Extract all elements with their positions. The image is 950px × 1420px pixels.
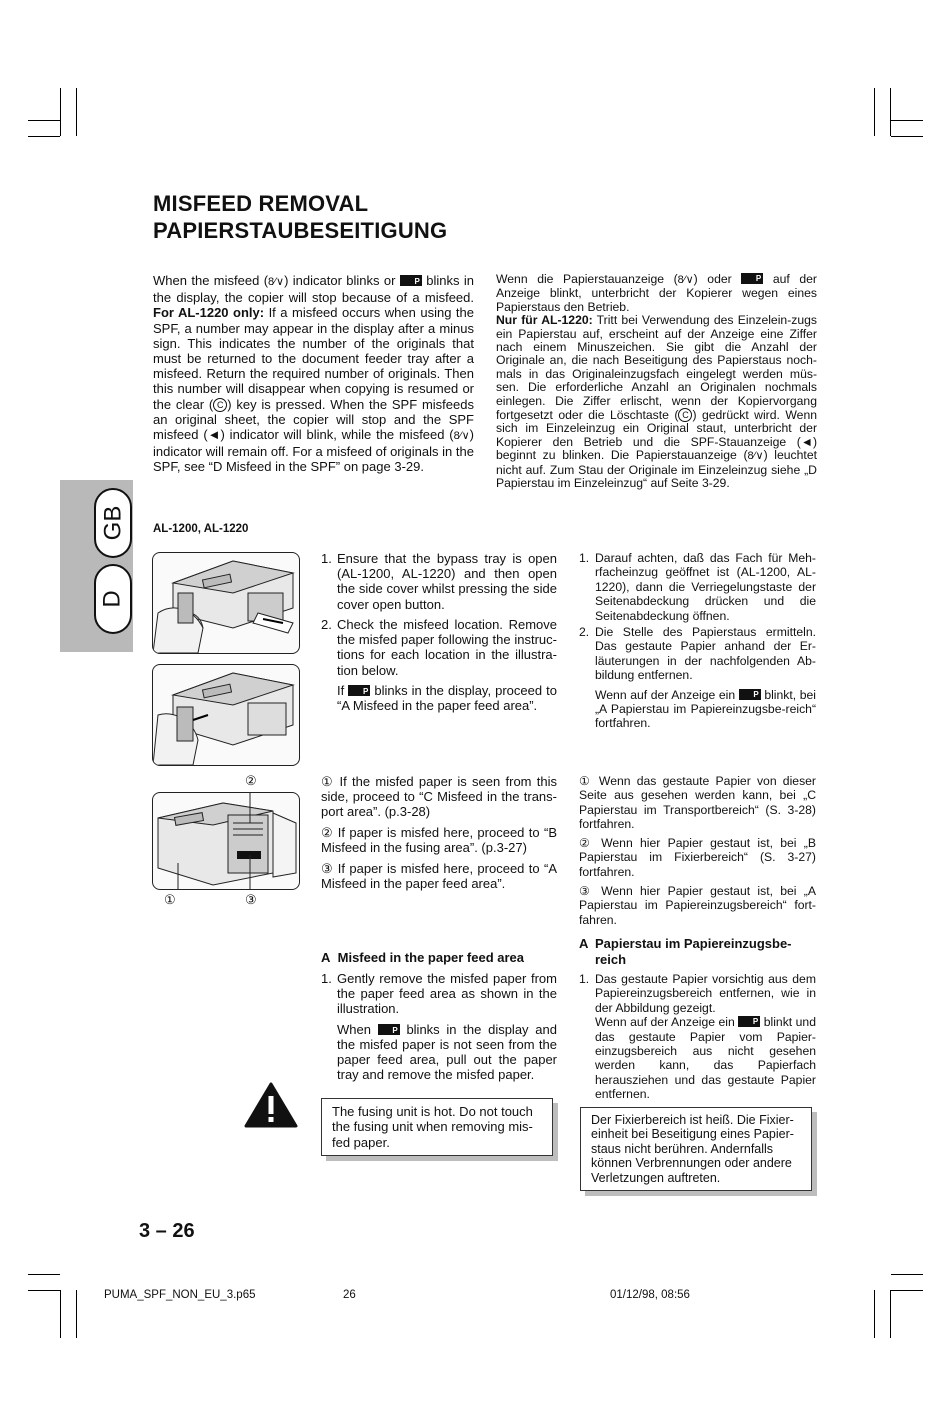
step-1-german xyxy=(579,551,816,623)
illustration-release-button xyxy=(152,664,300,766)
language-side-tab xyxy=(60,480,133,652)
step-note xyxy=(595,1015,816,1101)
section-letter: A xyxy=(579,936,589,951)
step-number: 2. xyxy=(321,617,332,632)
step-text: Check the misfeed location. Remove the misfed paper following the instruc-tions for each location in the illustra-tion below. xyxy=(337,617,557,678)
footer-page: 26 xyxy=(343,1289,356,1301)
clear-key-icon: C xyxy=(678,408,692,422)
display-error-icon xyxy=(400,275,422,286)
intro-bold: For AL-1220 only: xyxy=(153,305,265,321)
step-text: blinkt und das gestaute Papier vom Papier-einzugsbereich aus nicht gesehen werden kann, das Papierfach herausziehen und das gestaute Papier entfernen. xyxy=(595,1015,816,1102)
crop-mark xyxy=(28,136,60,137)
step-number: 2. xyxy=(579,625,590,639)
crop-mark xyxy=(890,1290,891,1338)
display-error-icon xyxy=(348,685,370,696)
crop-mark xyxy=(891,1274,923,1275)
intro-english xyxy=(153,273,474,475)
location-3-german: ③ Wenn hier Papier gestaut ist, bei „A Papierstau im Papiereinzugsbereich“ fort-fahren. xyxy=(579,884,816,927)
language-label: D xyxy=(99,590,126,608)
spf-misfeed-icon: ◄ xyxy=(800,434,813,449)
copier-illustration xyxy=(153,665,299,765)
misfeed-indicator-icon: 8⁄∨ xyxy=(747,450,764,463)
step-text: Wenn auf der Anzeige ein xyxy=(595,687,739,702)
section-a-step-1-english xyxy=(321,971,557,1082)
callout-2: ② xyxy=(245,773,257,788)
language-tab-gb xyxy=(94,488,132,558)
intro-text: blinks in the display, the copier will stop because of a misfeed. xyxy=(153,273,475,306)
page-number: 3 – 26 xyxy=(139,1220,195,1242)
intro-text: ) gedrückt wird. Wenn sich im Einzeleinzug ein Original staut, unterbricht der Kopierer den Betrieb und die SPF-Stauanzeige ( xyxy=(496,408,817,449)
copier-illustration xyxy=(153,553,299,653)
display-error-icon xyxy=(738,1016,760,1027)
warning-box-german: Der Fixierbereich ist heiß. Die Fixier-einheit bei Beseitigung eines Papier-staus nicht berühren. Andernfalls können Verbrennungen oder andere Verletzungen auftreten. xyxy=(580,1107,812,1191)
display-error-icon xyxy=(739,689,761,700)
intro-text: ) indicator blinks or xyxy=(284,273,400,288)
section-a-heading-english xyxy=(321,950,524,965)
language-label: GB xyxy=(99,505,126,541)
step-text: Ensure that the bypass tray is open (AL-1200, AL-1220) and then open the side cover whilst pressing the side cover open button. xyxy=(337,551,557,612)
step-note xyxy=(337,683,557,713)
section-title: Misfeed in the paper feed area xyxy=(337,950,525,965)
crop-mark xyxy=(60,88,61,136)
spf-misfeed-icon: ◄ xyxy=(207,427,221,443)
step-text: blinks in the display and the misfed paper is not seen from the paper feed area, pull out the paper tray and remove the misfed paper. xyxy=(337,1021,557,1083)
location-2-english: ② If paper is misfed here, proceed to “B Misfeed in the fusing area”. (p.3-27) xyxy=(321,825,557,856)
step-text: If xyxy=(337,682,349,698)
misfeed-indicator-icon: 8⁄∨ xyxy=(268,276,285,288)
section-title: Papierstau im Papiereinzugsbe-reich xyxy=(595,936,792,967)
step-2-german xyxy=(579,625,816,731)
step-text: Das gestaute Papier vorsichtig aus dem Papiereinzugsbereich entfernen, wie in der Abbildung gezeigt. xyxy=(595,972,816,1015)
crop-mark xyxy=(890,88,891,136)
step-number: 1. xyxy=(579,551,590,565)
step-text: blinkt, bei „A Papierstau im Papiereinzugsbe-reich“ fortfahren. xyxy=(595,687,817,731)
callout-3: ③ xyxy=(245,892,257,907)
step-1-english xyxy=(321,551,557,612)
crop-mark xyxy=(28,1290,60,1291)
footer-filename: PUMA_SPF_NON_EU_3.p65 xyxy=(104,1289,256,1301)
illustration-side-cover-open xyxy=(152,552,300,654)
crop-mark xyxy=(28,120,60,121)
misfeed-indicator-icon: 8⁄∨ xyxy=(453,430,470,443)
crop-mark xyxy=(891,136,923,137)
display-error-icon xyxy=(741,273,763,284)
intro-text: ) leuchtet nicht auf. Zum Stau der Originale im Einzeleinzug siehe „D Papierstau im Einzeleinzug“ auf Seite 3-29. xyxy=(496,448,817,491)
intro-text: ) indicator will remain off. For a misfeed of originals in the SPF, see “D Misfeed in the SPF” on page 3-29. xyxy=(153,427,474,475)
step-text: Darauf achten, daß das Fach für Meh-rfacheinzug geöffnet ist (AL-1200, AL-1220), dann die Verriegelungstaste der Seitenabdeckung drücken und die Seitenabdeckung öffnen. xyxy=(595,551,816,623)
warning-box-english: The fusing unit is hot. Do not touch the fusing unit when removing mis-fed paper. xyxy=(321,1098,553,1156)
intro-text: ) beginnt zu blinken. Die Papierstauanzeige ( xyxy=(496,434,817,463)
section-a-heading-german xyxy=(579,936,816,967)
intro-text: ) oder xyxy=(693,272,742,286)
intro-text: ) indicator will blink, while the misfeed ( xyxy=(220,427,454,443)
step-number: 1. xyxy=(321,551,332,566)
step-text: Gently remove the misfed paper from the paper feed area as shown in the illustration. xyxy=(337,971,557,1017)
intro-german xyxy=(496,273,817,491)
step-number: 1. xyxy=(321,971,332,986)
intro-text: ) key is pressed. When the SPF misfeeds an original sheet, the copier will stop and the SPF misfeed ( xyxy=(153,396,474,443)
crop-mark xyxy=(28,1274,60,1275)
step-text: blinks in the display, proceed to “A Misfeed in the paper feed area”. xyxy=(337,682,558,714)
callout-1: ① xyxy=(164,892,176,907)
display-error-icon xyxy=(378,1024,400,1035)
location-2-german: ② Wenn hier Papier gestaut ist, bei „B Papierstau im Fixierbereich“ (S. 3-27) fortfahren. xyxy=(579,836,816,879)
step-text: When xyxy=(337,1021,378,1037)
section-letter: A xyxy=(321,950,331,965)
crop-mark xyxy=(76,1290,77,1338)
location-1-german: ① Wenn das gestaute Papier von dieser Seite aus gesehen werden kann, bei „C Papierstau im Transportbereich“ (S. 3-28) fortfahren. xyxy=(579,774,816,832)
section-a-step-1-german xyxy=(579,972,816,1102)
step-note xyxy=(337,1022,557,1083)
title-line-de: PAPIERSTAUBESEITIGUNG xyxy=(153,218,448,243)
step-text: Wenn auf der Anzeige ein xyxy=(595,1015,739,1030)
intro-text: Tritt bei Verwendung des Einzelein-zugs ein Papierstau auf, erscheint auf der Anzeige eine Ziffer nach einem Minuszeichen. Sie gibt die Anzahl der Originale an, die nach Beseitigung des Papierstaus noch-mals in das Originaleinzugsfach eingelegt werden müs-sen. Die erforderliche Anzahl an Originalen nochmals einlegen. Die Ziffer erlischt, wenn der Kopiervorgang fortgesetzt oder die Löschtaste ( xyxy=(496,313,817,423)
intro-text: Wenn die Papierstauanzeige ( xyxy=(496,272,678,286)
intro-text: If a misfeed occurs when using the SPF, a number may appear in the display after a minus sign. This indicates the number of the originals that must be returned to the document feeder tray after a misfeed. Return the required number of originals. Then this number will disappear when copying is resumed or the clear ( xyxy=(153,305,474,412)
clear-key-icon: C xyxy=(213,398,227,412)
warning-icon xyxy=(244,1082,298,1128)
intro-text: auf der Anzeige blinkt, unterbricht der Kopierer wegen eines Papierstaus den Betrieb. xyxy=(496,272,817,314)
crop-mark xyxy=(874,1290,875,1338)
crop-mark xyxy=(891,1290,923,1291)
page-title xyxy=(153,190,447,244)
location-1-english: ① If the misfed paper is seen from this side, proceed to “C Misfeed in the trans-port area”. (p.3-28) xyxy=(321,774,557,820)
crop-mark xyxy=(874,88,875,136)
copier-illustration xyxy=(153,793,299,889)
step-number: 1. xyxy=(579,972,590,986)
crop-mark xyxy=(60,1290,61,1338)
location-3-english: ③ If paper is misfed here, proceed to “A Misfeed in the paper feed area”. xyxy=(321,861,557,892)
misfeed-indicator-icon: 8⁄∨ xyxy=(677,274,694,286)
model-label: AL-1200, AL-1220 xyxy=(153,523,249,535)
step-2-english xyxy=(321,617,557,713)
intro-bold: Nur für AL-1220: xyxy=(496,313,593,328)
crop-mark xyxy=(891,120,923,121)
title-line-en: MISFEED REMOVAL xyxy=(153,191,369,216)
illustration-misfeed-locations xyxy=(152,792,300,890)
crop-mark xyxy=(76,88,77,136)
step-note xyxy=(595,688,816,731)
footer-date: 01/12/98, 08:56 xyxy=(610,1289,690,1301)
intro-text: When the misfeed ( xyxy=(153,273,269,288)
language-tab-d xyxy=(94,564,132,634)
step-text: Die Stelle des Papierstaus ermitteln. Das gestaute Papier anhand der Er-läuterungen in der nachfolgenden Ab-bildung entfernen. xyxy=(595,625,816,683)
